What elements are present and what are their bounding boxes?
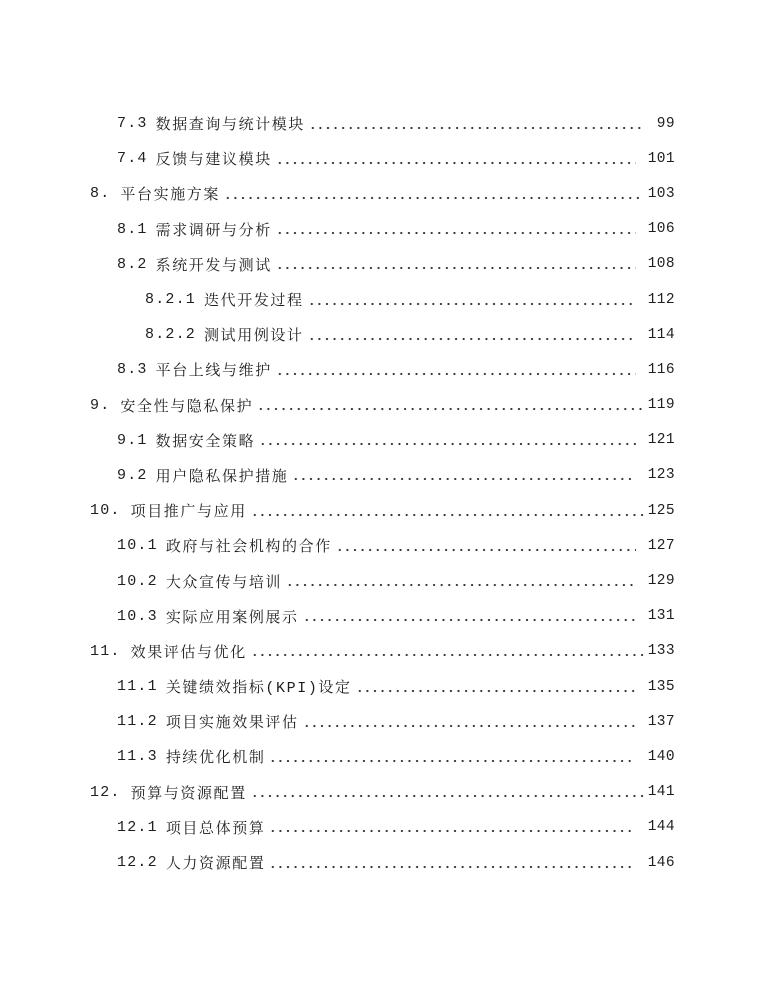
section-number: 12.1	[117, 818, 158, 836]
dot-leader	[356, 689, 636, 693]
page-number: 127	[647, 537, 675, 554]
table-of-contents	[90, 106, 675, 880]
toc-entry	[90, 563, 675, 598]
section-title: 平台上线与维护	[155, 363, 272, 381]
toc-entry	[90, 247, 675, 282]
toc-entry	[90, 845, 675, 880]
page-number: 123	[647, 467, 675, 484]
page-number: 140	[647, 748, 675, 765]
page-number: 112	[647, 291, 675, 308]
page-number: 133	[647, 643, 675, 660]
toc-entry	[90, 176, 675, 211]
section-title: 系统开发与测试	[155, 257, 272, 275]
page-number: 137	[647, 713, 675, 730]
dot-leader	[251, 513, 644, 517]
dot-leader	[259, 442, 635, 446]
page-number: 106	[647, 221, 675, 238]
section-title: 需求调研与分析	[155, 222, 272, 240]
toc-entry	[90, 528, 675, 563]
page-number: 116	[647, 361, 675, 378]
section-title: 迭代开发过程	[204, 293, 304, 311]
section-number: 12.2	[117, 854, 158, 872]
dot-leader	[251, 653, 644, 657]
dot-leader	[276, 161, 636, 165]
toc-entry	[90, 669, 675, 704]
section-title: 安全性与隐私保护	[120, 398, 254, 416]
section-number: 11.2	[117, 713, 158, 731]
section-number: 11.	[90, 642, 121, 660]
section-number: 11.3	[117, 748, 158, 766]
dot-leader	[309, 126, 645, 130]
dot-leader	[292, 477, 635, 481]
section-number: 10.3	[117, 607, 158, 625]
dot-leader	[276, 266, 636, 270]
page-number: 146	[647, 854, 675, 871]
dot-leader	[308, 337, 636, 341]
section-title: 项目推广与应用	[130, 504, 247, 522]
toc-entry	[90, 599, 675, 634]
section-number: 12.	[90, 783, 121, 801]
section-title: 反馈与建议模块	[155, 152, 272, 170]
page-number: 135	[647, 678, 675, 695]
dot-leader	[257, 407, 643, 411]
dot-leader	[269, 759, 635, 763]
dot-leader	[286, 583, 636, 587]
dot-leader	[308, 302, 636, 306]
section-number: 8.1	[117, 220, 148, 238]
toc-entry	[90, 282, 675, 317]
section-title: 政府与社会机构的合作	[165, 539, 332, 557]
section-number: 8.2.1	[145, 291, 197, 309]
page-number: 125	[647, 502, 675, 519]
section-number: 8.3	[117, 361, 148, 379]
section-title: 数据安全策略	[155, 433, 256, 451]
dot-leader	[303, 724, 636, 728]
page-number: 144	[647, 819, 675, 836]
section-title: 用户隐私保护措施	[155, 468, 289, 486]
section-number: 10.2	[117, 572, 158, 590]
section-title: 平台实施方案	[120, 187, 221, 205]
section-title: 预算与资源配置	[130, 785, 247, 803]
toc-entry	[90, 704, 675, 739]
dot-leader	[251, 794, 644, 798]
section-number: 7.4	[117, 150, 148, 168]
section-number: 8.2	[117, 255, 148, 273]
dot-leader	[269, 829, 635, 833]
section-title: 实际应用案例展示	[165, 609, 299, 627]
toc-entry	[90, 810, 675, 845]
toc-entry	[90, 739, 675, 774]
dot-leader	[224, 196, 644, 200]
section-title: 关键绩效指标(KPI)设定	[165, 680, 352, 698]
page-number: 103	[647, 185, 675, 202]
toc-entry	[90, 634, 675, 669]
section-title: 数据查询与统计模块	[155, 117, 306, 135]
section-number: 8.	[90, 185, 111, 203]
section-number: 7.3	[117, 115, 148, 133]
section-title: 持续优化机制	[165, 750, 266, 768]
section-number: 8.2.2	[145, 326, 197, 344]
page-number: 141	[647, 784, 675, 801]
page-number: 108	[647, 256, 675, 273]
toc-entry	[90, 106, 675, 141]
page-number: 119	[647, 397, 675, 414]
toc-entry	[90, 775, 675, 810]
dot-leader	[269, 865, 635, 869]
section-number: 9.2	[117, 466, 148, 484]
page-number: 101	[647, 150, 675, 167]
toc-entry	[90, 212, 675, 247]
section-title: 项目实施效果评估	[165, 715, 299, 733]
toc-entry	[90, 423, 675, 458]
section-title: 大众宣传与培训	[165, 574, 283, 592]
section-number: 9.	[90, 396, 111, 414]
section-title: 效果评估与优化	[130, 644, 247, 662]
section-number: 11.1	[117, 678, 158, 696]
toc-entry	[90, 493, 675, 528]
section-title: 项目总体预算	[165, 820, 266, 838]
section-number: 9.1	[117, 431, 148, 449]
page-number: 114	[647, 326, 675, 343]
section-number: 10.	[90, 502, 121, 520]
section-title: 测试用例设计	[204, 328, 304, 346]
page-number: 129	[647, 573, 675, 590]
dot-leader	[336, 548, 636, 552]
toc-entry	[90, 388, 675, 423]
dot-leader	[276, 231, 636, 235]
toc-entry	[90, 141, 675, 176]
toc-entry	[90, 352, 675, 387]
toc-entry	[90, 458, 675, 493]
toc-entry	[90, 317, 675, 352]
page-number: 99	[656, 115, 675, 132]
dot-leader	[303, 618, 636, 622]
page-number: 131	[647, 608, 675, 625]
section-title: 人力资源配置	[165, 856, 266, 874]
dot-leader	[276, 372, 636, 376]
section-number: 10.1	[117, 537, 158, 555]
page-number: 121	[647, 432, 675, 449]
